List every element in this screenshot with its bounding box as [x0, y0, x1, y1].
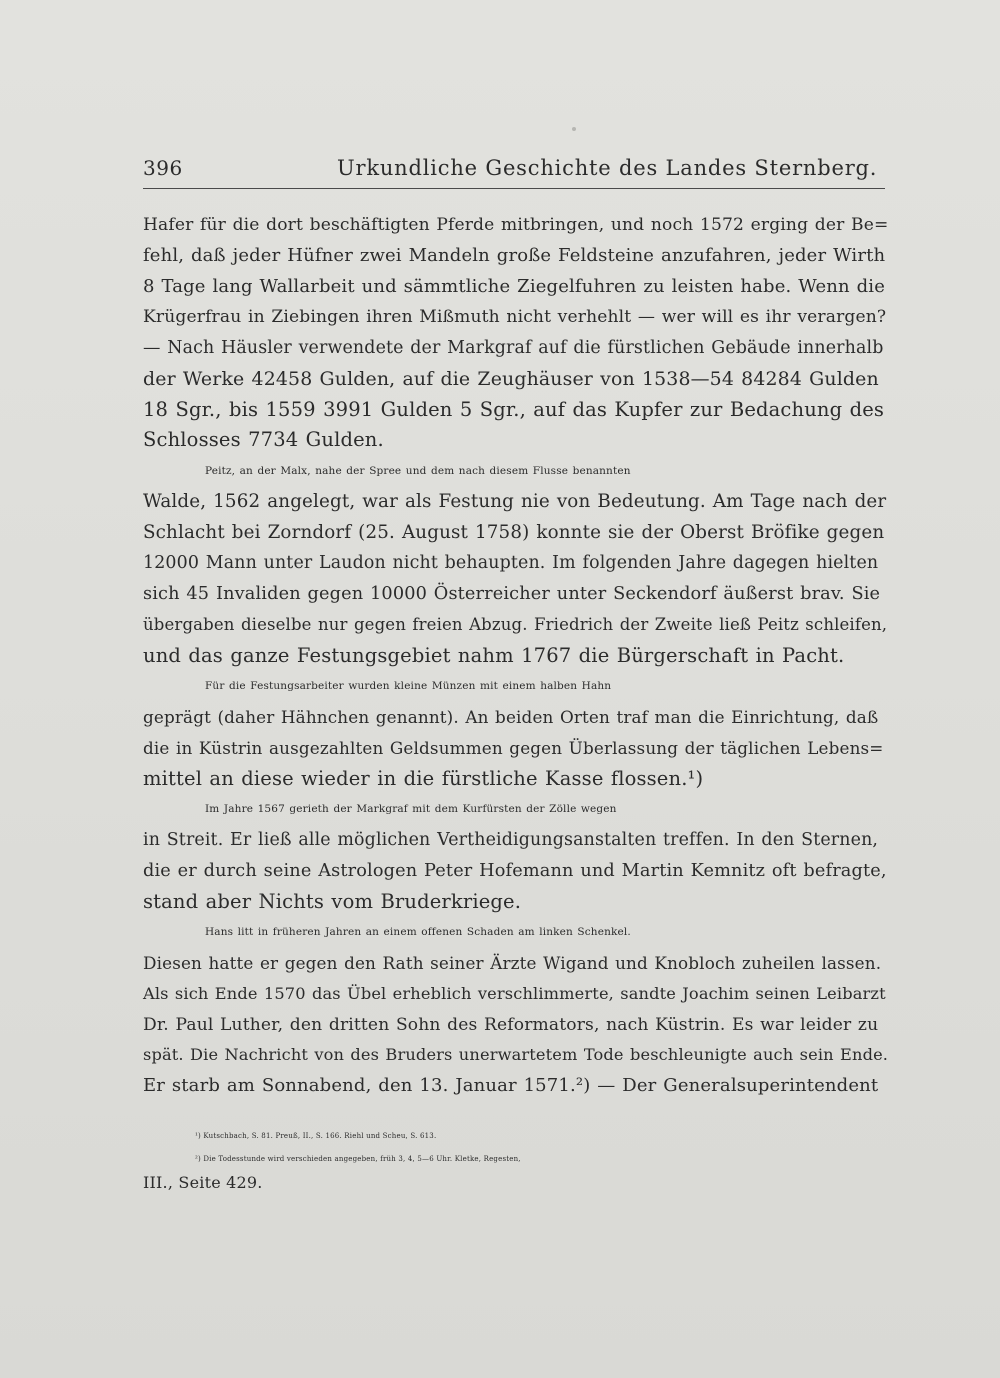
text-line: Schlacht bei Zorndorf (25. August 1758) konnte sie der Oberst Bröfike gegen — [143, 521, 885, 543]
text-line: Krügerfrau in Ziebingen ihren Mißmuth nicht verhehlt — wer will es ihr verargen? — [143, 307, 887, 328]
text-line: stand aber Nichts vom Bruderkriege. — [143, 889, 522, 913]
text-line: übergaben dieselbe nur gegen freien Abzug. Friedrich der Zweite ließ Peitz schleifen, — [143, 614, 888, 634]
text-line: Er starb am Sonnabend, den 13. Januar 1571.²) — Der Generalsuperintendent — [143, 1075, 879, 1096]
text-line: in Streit. Er ließ alle möglichen Vertheidigungsanstalten treffen. In den Sternen, — [143, 830, 879, 850]
text-line: 18 Sgr., bis 1559 3991 Gulden 5 Sgr., auf das Kupfer zur Bedachung des — [143, 397, 885, 421]
text-line: die in Küstrin ausgezahlten Geldsummen gegen Überlassung der täglichen Lebens= — [143, 737, 884, 758]
text-line: — Nach Häusler verwendete der Markgraf auf die fürstlichen Gebäude innerhalb — [143, 338, 884, 358]
footnote-continuation: III., Seite 429. — [143, 1173, 263, 1192]
text-line: Dr. Paul Luther, den dritten Sohn des Reformators, nach Küstrin. Es war leider zu — [143, 1014, 879, 1035]
text-line: geprägt (daher Hähnchen genannt). An beiden Orten traf man die Einrichtung, daß — [143, 707, 879, 727]
page-number: 396 — [143, 156, 183, 180]
text-line: spät. Die Nachricht von des Bruders unerwartetem Tode beschleunigte auch sein Ende. — [143, 1045, 889, 1065]
text-line: und das ganze Festungsgebiet nahm 1767 die Bürgerschaft in Pacht. — [143, 643, 845, 667]
text-line: der Werke 42458 Gulden, auf die Zeughäuser von 1538—54 84284 Gulden — [143, 367, 879, 390]
paragraph-first-line: Im Jahre 1567 gerieth der Markgraf mit dem Kurfürsten der Zölle wegen — [205, 803, 617, 816]
text-line: die er durch seine Astrologen Peter Hofemann und Martin Kemnitz oft befragte, — [143, 860, 887, 881]
text-line: mittel an diese wieder in die fürstliche Kasse flossen.¹) — [143, 766, 704, 790]
paper-speck — [572, 127, 576, 131]
footnote: ¹) Kutschbach, S. 81. Preuß, II., S. 166. Riehl und Scheu, S. 613. — [195, 1132, 437, 1140]
footnotes — [143, 1125, 887, 1194]
paragraph-first-line: Peitz, an der Malx, nahe der Spree und dem nach diesem Flusse benannten — [205, 465, 631, 477]
paragraph-first-line: Hans litt in früheren Jahren an einem offenen Schaden am linken Schenkel. — [205, 926, 631, 939]
text-line: Schlosses 7734 Gulden. — [143, 428, 384, 452]
text-line: Walde, 1562 angelegt, war als Festung nie von Bedeutung. Am Tage nach der — [143, 490, 887, 512]
paragraph-first-line: Für die Festungsarbeiter wurden kleine Münzen mit einem halben Hahn — [205, 680, 612, 693]
text-line: 8 Tage lang Wallarbeit und sämmtliche Ziegelfuhren zu leisten habe. Wenn die — [143, 275, 886, 297]
running-head: Urkundliche Geschichte des Landes Sternberg. — [337, 156, 878, 180]
page-header — [143, 154, 885, 189]
body-text — [143, 210, 887, 1102]
text-line: sich 45 Invaliden gegen 10000 Österreicher unter Seckendorf äußerst brav. Sie — [143, 584, 881, 604]
text-line: Hafer für die dort beschäftigten Pferde mitbringen, und noch 1572 erging der Be= — [143, 215, 889, 235]
text-line: Diesen hatte er gegen den Rath seiner Ärzte Wigand und Knobloch zuheilen lassen. — [143, 953, 882, 973]
text-line: Als sich Ende 1570 das Übel erheblich verschlimmerte, sandte Joachim seinen Leibarzt — [143, 983, 886, 1003]
footnote: ²) Die Todesstunde wird verschieden angegeben, früh 3, 4, 5—6 Uhr. Kletke, Regesten, — [195, 1155, 521, 1163]
text-line: 12000 Mann unter Laudon nicht behaupten. Im folgenden Jahre dagegen hielten — [143, 553, 879, 574]
text-line: fehl, daß jeder Hüfner zwei Mandeln große Feldsteine anzufahren, jeder Wirth — [143, 244, 886, 266]
